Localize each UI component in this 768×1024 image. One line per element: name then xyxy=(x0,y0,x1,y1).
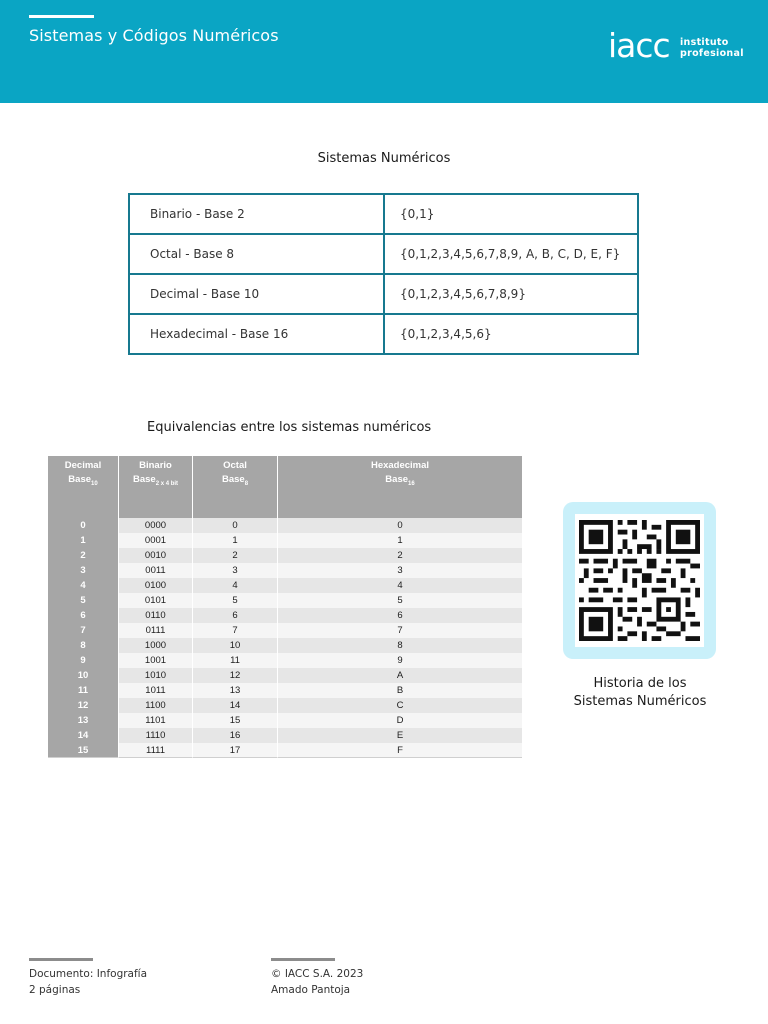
hex-cell: A xyxy=(278,668,522,683)
qr-caption[interactable] xyxy=(555,675,725,711)
hex-cell: 9 xyxy=(278,653,522,668)
table-row xyxy=(48,548,522,563)
hex-cell: E xyxy=(278,728,522,743)
system-digits: {0,1,2,3,4,5,6,7,8,9, A, B, C, D, E, F} xyxy=(384,234,638,274)
decimal-cell: 10 xyxy=(48,668,119,683)
table-row xyxy=(48,578,522,593)
qr-code-card[interactable] xyxy=(563,502,716,659)
systems-title: Sistemas Numéricos xyxy=(317,151,451,166)
system-digits: {0,1,2,3,4,5,6,7,8,9} xyxy=(384,274,638,314)
logo-sub-line1: instituto xyxy=(680,37,729,48)
binary-cell: 1101 xyxy=(119,713,193,728)
hex-cell: 6 xyxy=(278,608,522,623)
system-name: Hexadecimal - Base 16 xyxy=(129,314,384,354)
octal-cell: 2 xyxy=(193,548,278,563)
table-row xyxy=(48,698,522,713)
header-rule xyxy=(29,15,94,18)
footer-document-info xyxy=(29,966,147,998)
table-header-row xyxy=(48,456,522,518)
binary-cell: 1110 xyxy=(119,728,193,743)
octal-cell: 3 xyxy=(193,563,278,578)
binary-cell: 0000 xyxy=(119,518,193,533)
decimal-cell: 15 xyxy=(48,743,119,758)
qr-code-icon[interactable] xyxy=(575,514,704,647)
header-hexadecimal: Hexadecimal Base$_{16}$ xyxy=(278,456,522,518)
decimal-cell: 1 xyxy=(48,533,119,548)
systems-table xyxy=(128,193,639,355)
hex-cell: 5 xyxy=(278,593,522,608)
binary-cell: 0100 xyxy=(119,578,193,593)
qr-caption-line2: Sistemas Numéricos xyxy=(573,694,707,709)
footer-rule-right xyxy=(271,958,335,961)
equivalences-title: Equivalencias entre los sistemas numéricos xyxy=(147,420,432,435)
decimal-cell: 5 xyxy=(48,593,119,608)
table-row xyxy=(48,743,522,758)
equivalences-table xyxy=(48,456,522,758)
octal-cell: 0 xyxy=(193,518,278,533)
system-digits: {0,1,2,3,4,5,6} xyxy=(384,314,638,354)
octal-cell: 7 xyxy=(193,623,278,638)
table-row xyxy=(48,623,522,638)
octal-cell: 1 xyxy=(193,533,278,548)
footer-copyright-line: © IACC S.A. 2023 xyxy=(271,968,364,980)
octal-cell: 11 xyxy=(193,653,278,668)
hex-cell: 1 xyxy=(278,533,522,548)
decimal-cell: 6 xyxy=(48,608,119,623)
header-octal: Octal Base$_8$ xyxy=(193,456,278,518)
binary-cell: 1000 xyxy=(119,638,193,653)
hex-cell: C xyxy=(278,698,522,713)
octal-cell: 14 xyxy=(193,698,278,713)
decimal-cell: 3 xyxy=(48,563,119,578)
binary-cell: 1001 xyxy=(119,653,193,668)
page-title: Sistemas y Códigos Numéricos xyxy=(29,26,279,45)
footer-doc-type: Documento: Infografía xyxy=(29,968,148,980)
hex-cell: 0 xyxy=(278,518,522,533)
page-header xyxy=(0,0,768,103)
table-row xyxy=(48,638,522,653)
logo-mark: iacc xyxy=(608,26,670,65)
footer-rule-left xyxy=(29,958,93,961)
octal-cell: 4 xyxy=(193,578,278,593)
decimal-cell: 12 xyxy=(48,698,119,713)
header-binary: Binario Base$_{2 x 4 bit}$ xyxy=(119,456,193,518)
equivalences-body xyxy=(48,518,522,758)
decimal-cell: 8 xyxy=(48,638,119,653)
footer-page-count: 2 páginas xyxy=(29,984,81,996)
footer-copyright xyxy=(271,966,363,998)
system-name: Binario - Base 2 xyxy=(129,194,384,234)
binary-cell: 0011 xyxy=(119,563,193,578)
table-row xyxy=(129,234,638,274)
table-row xyxy=(48,533,522,548)
decimal-cell: 0 xyxy=(48,518,119,533)
hex-cell: 2 xyxy=(278,548,522,563)
binary-cell: 1010 xyxy=(119,668,193,683)
octal-cell: 16 xyxy=(193,728,278,743)
table-row xyxy=(48,608,522,623)
octal-cell: 12 xyxy=(193,668,278,683)
octal-cell: 10 xyxy=(193,638,278,653)
qr-code-graphic xyxy=(579,520,700,641)
decimal-cell: 14 xyxy=(48,728,119,743)
hex-cell: 8 xyxy=(278,638,522,653)
hex-cell: 4 xyxy=(278,578,522,593)
octal-cell: 15 xyxy=(193,713,278,728)
table-row xyxy=(48,728,522,743)
decimal-cell: 4 xyxy=(48,578,119,593)
table-row xyxy=(48,683,522,698)
logo-sub-line2: profesional xyxy=(680,48,744,59)
octal-cell: 5 xyxy=(193,593,278,608)
octal-cell: 17 xyxy=(193,743,278,758)
qr-caption-line1: Historia de los xyxy=(593,676,687,691)
table-row xyxy=(129,274,638,314)
decimal-cell: 11 xyxy=(48,683,119,698)
logo-subtitle xyxy=(680,37,744,59)
hex-cell: D xyxy=(278,713,522,728)
octal-cell: 6 xyxy=(193,608,278,623)
binary-cell: 1111 xyxy=(119,743,193,758)
hex-cell: F xyxy=(278,743,522,758)
hex-cell: B xyxy=(278,683,522,698)
table-row xyxy=(48,668,522,683)
binary-cell: 0110 xyxy=(119,608,193,623)
decimal-cell: 13 xyxy=(48,713,119,728)
decimal-cell: 7 xyxy=(48,623,119,638)
binary-cell: 0010 xyxy=(119,548,193,563)
binary-cell: 1011 xyxy=(119,683,193,698)
binary-cell: 0001 xyxy=(119,533,193,548)
header-decimal: Decimal Base$_{10}$ xyxy=(48,456,119,518)
table-row xyxy=(48,563,522,578)
system-name: Decimal - Base 10 xyxy=(129,274,384,314)
table-row xyxy=(48,518,522,533)
table-row xyxy=(48,713,522,728)
table-row xyxy=(129,314,638,354)
octal-cell: 13 xyxy=(193,683,278,698)
binary-cell: 0101 xyxy=(119,593,193,608)
binary-cell: 0111 xyxy=(119,623,193,638)
system-digits: {0,1} xyxy=(384,194,638,234)
decimal-cell: 2 xyxy=(48,548,119,563)
table-row xyxy=(129,194,638,234)
binary-cell: 1100 xyxy=(119,698,193,713)
table-row xyxy=(48,653,522,668)
hex-cell: 7 xyxy=(278,623,522,638)
footer-author: Amado Pantoja xyxy=(271,984,351,996)
decimal-cell: 9 xyxy=(48,653,119,668)
hex-cell: 3 xyxy=(278,563,522,578)
table-row xyxy=(48,593,522,608)
system-name: Octal - Base 8 xyxy=(129,234,384,274)
